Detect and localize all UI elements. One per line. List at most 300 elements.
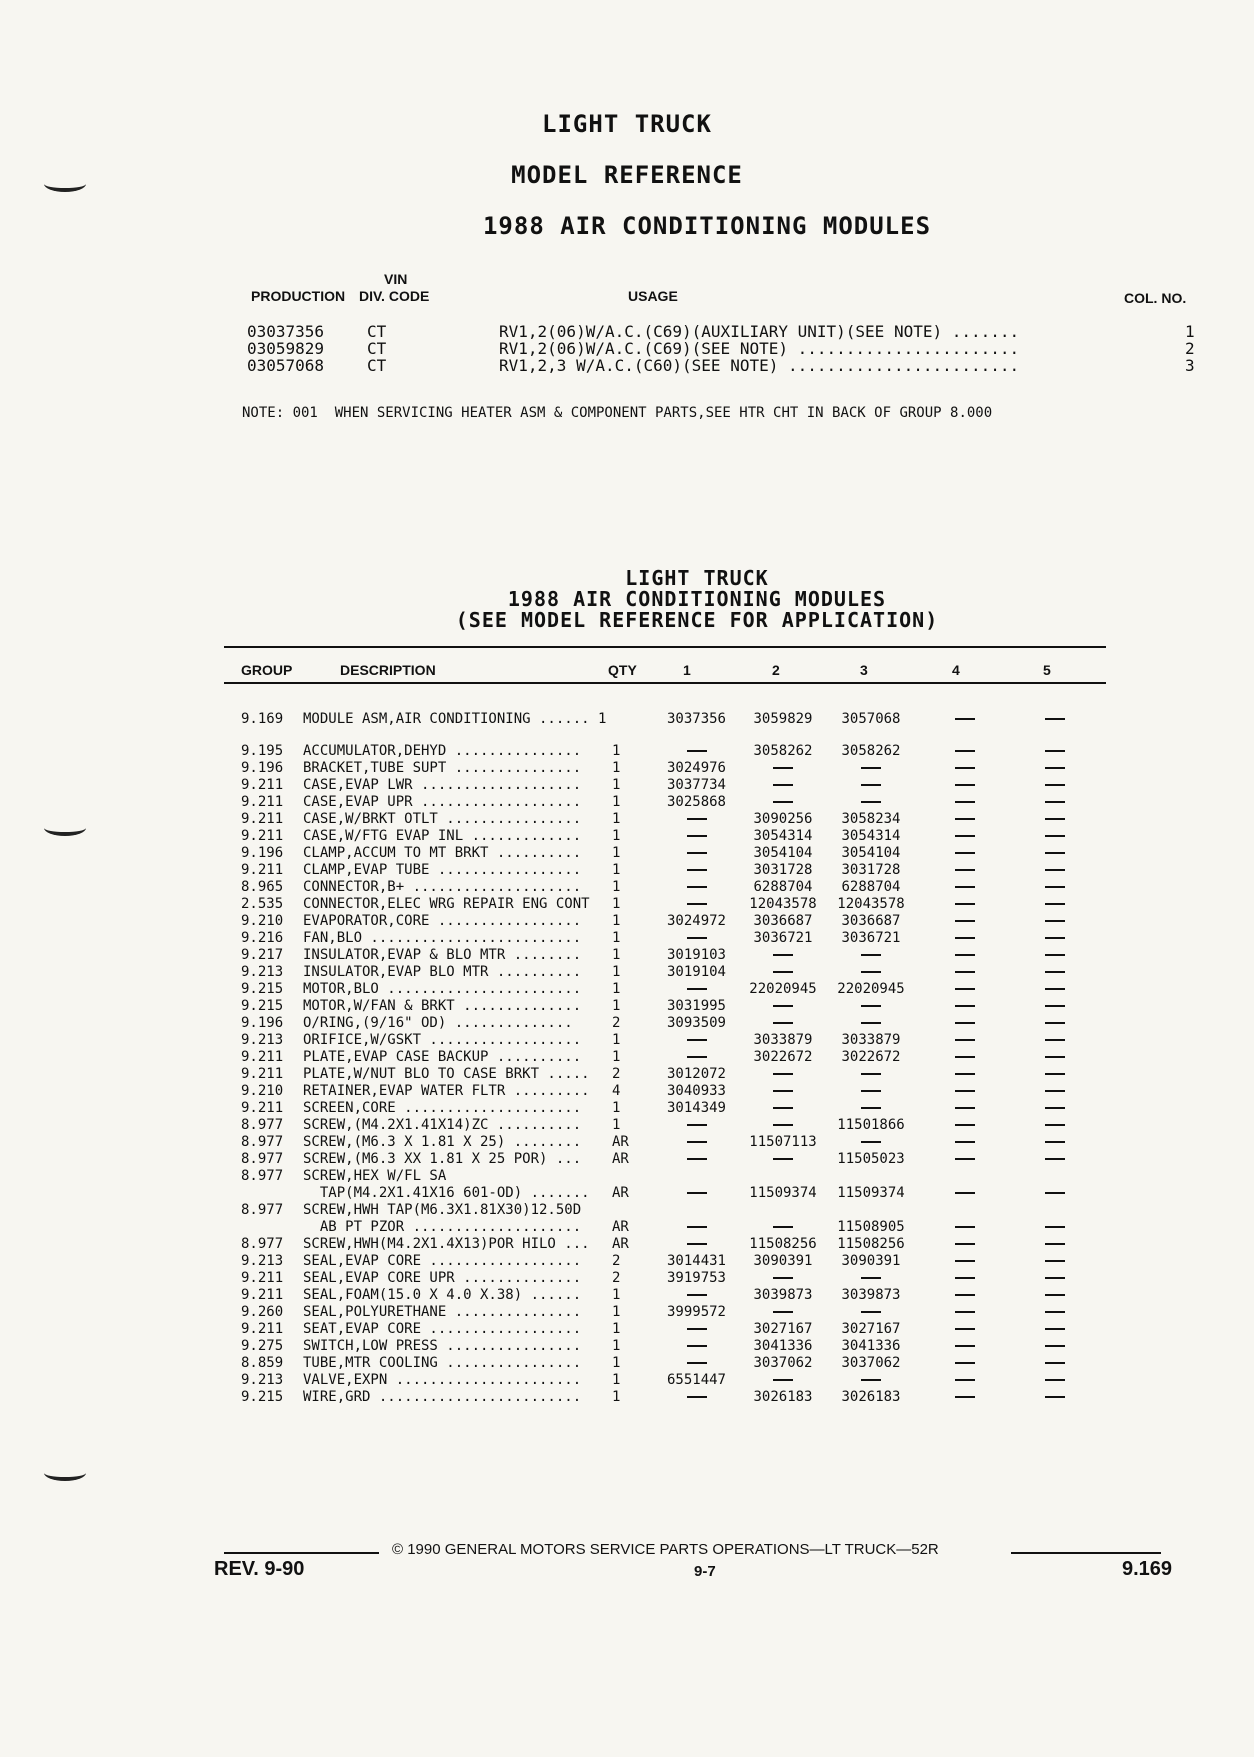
not-applicable-dash [687, 886, 707, 888]
footer-rule-right [1011, 1552, 1161, 1554]
col5-cell [1030, 947, 1080, 964]
table-row [0, 1049, 1254, 1066]
col3-cell [832, 998, 910, 1015]
col3-cell: 3022672 [841, 1049, 901, 1065]
col3-cell [832, 760, 910, 777]
col1-cell: 3093509 [666, 1015, 726, 1031]
usage-text: RV1,2,3 W/A.C.(C60)(SEE NOTE) ........................ [499, 356, 1020, 375]
col1-cell: 3031995 [666, 998, 726, 1014]
col1-cell: 3019104 [666, 964, 726, 980]
not-applicable-dash [955, 801, 975, 803]
not-applicable-dash [955, 818, 975, 820]
not-applicable-dash [1045, 1226, 1065, 1228]
qty-cell: AR [612, 1151, 629, 1167]
col2-cell [744, 1083, 822, 1100]
col5-cell [1030, 1083, 1080, 1100]
table-row [0, 1355, 1254, 1372]
description-cell: SEAL,FOAM(15.0 X 4.0 X.38) ...... [303, 1287, 582, 1303]
col3-cell: 12043578 [837, 896, 905, 912]
div-code: CT [367, 322, 387, 341]
table-row [0, 964, 1254, 981]
col3-cell: 22020945 [837, 981, 905, 997]
col3-cell [832, 1100, 910, 1117]
not-applicable-dash [1045, 1379, 1065, 1381]
group-cell: 9.169 [241, 711, 284, 727]
group-cell: 9.211 [241, 777, 284, 793]
col3-cell [832, 1066, 910, 1083]
col2-cell: 11507113 [749, 1134, 817, 1150]
not-applicable-dash [1045, 1260, 1065, 1262]
group-cell: 2.535 [241, 896, 284, 912]
col1-cell [660, 828, 733, 845]
col1-cell [660, 1287, 733, 1304]
col2-cell: 3022672 [753, 1049, 813, 1065]
table-row [0, 1338, 1254, 1355]
col2-cell [744, 760, 822, 777]
not-applicable-dash [955, 937, 975, 939]
not-applicable-dash [1045, 869, 1065, 871]
not-applicable-dash [687, 988, 707, 990]
col1-cell: 3037734 [666, 777, 726, 793]
col4-cell [940, 794, 990, 811]
col2-cell: 3036687 [753, 913, 813, 929]
table-row [0, 1372, 1254, 1389]
not-applicable-dash [687, 1141, 707, 1143]
not-applicable-dash [955, 1243, 975, 1245]
col2-cell: 3039873 [753, 1287, 813, 1303]
col1-cell [660, 811, 733, 828]
col5-cell [1030, 1185, 1080, 1202]
not-applicable-dash [1045, 1090, 1065, 1092]
col5-cell [1030, 896, 1080, 913]
description-cell: CASE,EVAP UPR ................... [303, 794, 582, 810]
group-cell: 9.217 [241, 947, 284, 963]
table-row [0, 1236, 1254, 1253]
col2-cell: 3059829 [753, 711, 813, 727]
not-applicable-dash [687, 1039, 707, 1041]
not-applicable-dash [955, 1056, 975, 1058]
table-row [0, 760, 1254, 777]
not-applicable-dash [1045, 784, 1065, 786]
qty-cell: 1 [612, 981, 621, 997]
col5-cell [1030, 930, 1080, 947]
table-row [0, 777, 1254, 794]
description-cell: SWITCH,LOW PRESS ................ [303, 1338, 582, 1354]
group-cell: 9.211 [241, 1066, 284, 1082]
col4-cell [940, 711, 990, 728]
production-number: 03059829 [247, 339, 325, 358]
col1-cell: 3037356 [666, 711, 726, 727]
table-row [0, 862, 1254, 879]
model-ref-row [0, 339, 1254, 356]
col5-cell [1030, 711, 1080, 728]
col2-cell [744, 1015, 822, 1032]
table-row [0, 1389, 1254, 1406]
col1-cell: 3014431 [666, 1253, 726, 1269]
col2-cell [744, 1270, 822, 1287]
col1-cell [660, 930, 733, 947]
col5-cell [1030, 964, 1080, 981]
col1-cell [660, 1151, 733, 1168]
col3-cell [832, 964, 910, 981]
col1-cell: 3919753 [666, 1270, 726, 1286]
qty-cell: AR [612, 1185, 629, 1201]
not-applicable-dash [955, 1005, 975, 1007]
qty-cell: 2 [612, 1015, 621, 1031]
col3-cell [832, 1372, 910, 1389]
not-applicable-dash [955, 718, 975, 720]
col5-cell [1030, 879, 1080, 896]
qty-cell: 1 [612, 1032, 621, 1048]
not-applicable-dash [1045, 1158, 1065, 1160]
qty-cell: 1 [612, 1321, 621, 1337]
col5-cell [1030, 1355, 1080, 1372]
description-cell: CONNECTOR,B+ .................... [303, 879, 582, 895]
not-applicable-dash [955, 971, 975, 973]
not-applicable-dash [861, 1277, 881, 1279]
qty-cell: 1 [612, 913, 621, 929]
group-cell: 9.196 [241, 845, 284, 861]
table-row [0, 1117, 1254, 1134]
not-applicable-dash [955, 1362, 975, 1364]
col4-cell [940, 1321, 990, 1338]
description-header: DESCRIPTION [340, 662, 436, 678]
col1-cell [660, 743, 733, 760]
not-applicable-dash [1045, 988, 1065, 990]
model-ref-row [0, 322, 1254, 339]
col4-cell [940, 1219, 990, 1236]
not-applicable-dash [773, 1005, 793, 1007]
col2-cell: 6288704 [753, 879, 813, 895]
table-row [0, 711, 1254, 728]
not-applicable-dash [955, 1141, 975, 1143]
not-applicable-dash [861, 1107, 881, 1109]
col3-cell: 3036721 [841, 930, 901, 946]
not-applicable-dash [687, 1396, 707, 1398]
footer-rule-left [224, 1552, 379, 1554]
qty-cell: 1 [612, 930, 621, 946]
col3-cell: 3033879 [841, 1032, 901, 1048]
group-cell: 9.195 [241, 743, 284, 759]
col1-cell: 3024972 [666, 913, 726, 929]
col3-cell: 6288704 [841, 879, 901, 895]
not-applicable-dash [1045, 718, 1065, 720]
col2-cell [744, 1219, 822, 1236]
col2-cell: 3090256 [753, 811, 813, 827]
not-applicable-dash [955, 1328, 975, 1330]
col5-cell [1030, 845, 1080, 862]
description-cell: FAN,BLO ......................... [303, 930, 582, 946]
not-applicable-dash [955, 1345, 975, 1347]
group-cell: 9.213 [241, 1032, 284, 1048]
group-cell: 9.215 [241, 998, 284, 1014]
col1-cell: 3024976 [666, 760, 726, 776]
description-cell: SCREW,HWH TAP(M6.3X1.81X30)12.50D [303, 1202, 582, 1218]
qty-cell: 1 [612, 828, 621, 844]
table-row [0, 930, 1254, 947]
not-applicable-dash [687, 1158, 707, 1160]
col3-header: 3 [860, 662, 868, 678]
not-applicable-dash [687, 1243, 707, 1245]
col3-cell [832, 1134, 910, 1151]
group-cell: 9.215 [241, 1389, 284, 1405]
col5-cell [1030, 828, 1080, 845]
description-cell: TAP(M4.2X1.41X16 601-OD) ....... [303, 1185, 590, 1201]
description-cell: INSULATOR,EVAP & BLO MTR ........ [303, 947, 582, 963]
not-applicable-dash [687, 1056, 707, 1058]
col5-cell [1030, 1219, 1080, 1236]
col2-cell [744, 1117, 822, 1134]
not-applicable-dash [861, 1311, 881, 1313]
col5-cell [1030, 1321, 1080, 1338]
col5-cell [1030, 981, 1080, 998]
col4-cell [940, 1083, 990, 1100]
col4-cell [940, 1185, 990, 1202]
qty-cell: 1 [612, 947, 621, 963]
not-applicable-dash [687, 937, 707, 939]
group-cell: 9.211 [241, 811, 284, 827]
not-applicable-dash [687, 852, 707, 854]
not-applicable-dash [1045, 1124, 1065, 1126]
table-row [0, 845, 1254, 862]
table-row [0, 1270, 1254, 1287]
qty-cell: 4 [612, 1083, 621, 1099]
not-applicable-dash [955, 767, 975, 769]
not-applicable-dash [955, 869, 975, 871]
col1-cell [660, 981, 733, 998]
group-cell: 9.211 [241, 794, 284, 810]
not-applicable-dash [955, 1226, 975, 1228]
col2-cell: 12043578 [749, 896, 817, 912]
qty-cell: 1 [612, 1117, 621, 1133]
qty-cell: 1 [612, 1287, 621, 1303]
not-applicable-dash [1045, 1073, 1065, 1075]
col4-cell [940, 1287, 990, 1304]
production-header: PRODUCTION [251, 288, 346, 304]
table-row [0, 1032, 1254, 1049]
not-applicable-dash [861, 1073, 881, 1075]
table-row [0, 1168, 1254, 1185]
col4-cell [940, 777, 990, 794]
revision-label: REV. 9-90 [214, 1558, 305, 1580]
page-number: 9-7 [694, 1563, 716, 1580]
group-cell: 8.977 [241, 1134, 284, 1150]
col1-cell [660, 879, 733, 896]
col3-cell [832, 794, 910, 811]
description-cell: O/RING,(9/16" OD) .............. [303, 1015, 573, 1031]
description-cell: SEAL,EVAP CORE .................. [303, 1253, 582, 1269]
col4-cell [940, 1236, 990, 1253]
group-header: GROUP [241, 662, 293, 678]
table-row [0, 1015, 1254, 1032]
col3-cell: 3054314 [841, 828, 901, 844]
col3-cell: 11508256 [837, 1236, 905, 1252]
description-cell: TUBE,MTR COOLING ................ [303, 1355, 582, 1371]
not-applicable-dash [687, 1362, 707, 1364]
col1-cell [660, 1389, 733, 1406]
col1-cell [660, 862, 733, 879]
group-cell: 8.977 [241, 1117, 284, 1133]
qty-cell: 1 [612, 1372, 621, 1388]
col2-cell: 3037062 [753, 1355, 813, 1371]
not-applicable-dash [687, 869, 707, 871]
not-applicable-dash [861, 767, 881, 769]
table-row [0, 1304, 1254, 1321]
description-cell: MOTOR,W/FAN & BRKT .............. [303, 998, 582, 1014]
not-applicable-dash [773, 1379, 793, 1381]
not-applicable-dash [861, 784, 881, 786]
not-applicable-dash [1045, 801, 1065, 803]
col3-cell [832, 1304, 910, 1321]
usage-text: RV1,2(06)W/A.C.(C69)(SEE NOTE) ....................... [499, 339, 1020, 358]
col5-header: 5 [1043, 662, 1051, 678]
not-applicable-dash [1045, 835, 1065, 837]
not-applicable-dash [773, 1158, 793, 1160]
not-applicable-dash [955, 1090, 975, 1092]
not-applicable-dash [955, 1039, 975, 1041]
not-applicable-dash [687, 1345, 707, 1347]
col1-cell [660, 1134, 733, 1151]
not-applicable-dash [955, 954, 975, 956]
description-cell: PLATE,EVAP CASE BACKUP .......... [303, 1049, 582, 1065]
group-cell: 9.275 [241, 1338, 284, 1354]
qty-cell: 1 [612, 1304, 621, 1320]
col2-cell: 3058262 [753, 743, 813, 759]
group-cell: 9.213 [241, 1253, 284, 1269]
table-row [0, 998, 1254, 1015]
col1-cell [660, 1185, 733, 1202]
div-code-header: DIV. CODE [359, 288, 430, 304]
not-applicable-dash [1045, 1056, 1065, 1058]
description-cell: SCREW,HWH(M4.2X1.4X13)POR HILO ... [303, 1236, 590, 1252]
not-applicable-dash [861, 954, 881, 956]
col5-cell [1030, 1270, 1080, 1287]
not-applicable-dash [955, 1022, 975, 1024]
qty-cell: 1 [612, 1389, 621, 1405]
col5-cell [1030, 743, 1080, 760]
col3-cell: 3058234 [841, 811, 901, 827]
col5-cell [1030, 1236, 1080, 1253]
table-row [0, 1134, 1254, 1151]
table-row [0, 879, 1254, 896]
description-cell: MOTOR,BLO ....................... [303, 981, 582, 997]
col4-cell [940, 1049, 990, 1066]
col5-cell [1030, 1015, 1080, 1032]
description-cell: WIRE,GRD ........................ [303, 1389, 582, 1405]
col2-cell [744, 964, 822, 981]
service-note: NOTE: 001 WHEN SERVICING HEATER ASM & COMPONENT PARTS,SEE HTR CHT IN BACK OF GROUP 8.000 [242, 405, 993, 421]
col1-cell: 3019103 [666, 947, 726, 963]
qty-cell: 1 [612, 794, 621, 810]
col-no-header: COL. NO. [1124, 290, 1187, 306]
description-cell: SCREW,(M6.3 XX 1.81 X 25 POR) ... [303, 1151, 582, 1167]
group-cell: 9.213 [241, 964, 284, 980]
table-row [0, 1185, 1254, 1202]
col4-cell [940, 1253, 990, 1270]
not-applicable-dash [955, 903, 975, 905]
col4-cell [940, 1117, 990, 1134]
group-cell: 8.977 [241, 1236, 284, 1252]
table-row [0, 981, 1254, 998]
table-row [0, 828, 1254, 845]
not-applicable-dash [1045, 818, 1065, 820]
not-applicable-dash [773, 767, 793, 769]
table-row [0, 1321, 1254, 1338]
col2-cell: 3027167 [753, 1321, 813, 1337]
description-cell: PLATE,W/NUT BLO TO CASE BRKT ..... [303, 1066, 590, 1082]
not-applicable-dash [955, 886, 975, 888]
copyright-line: © 1990 GENERAL MOTORS SERVICE PARTS OPERATIONS—LT TRUCK—52R [392, 1541, 939, 1558]
col1-cell: 3999572 [666, 1304, 726, 1320]
qty-cell: AR [612, 1219, 629, 1235]
not-applicable-dash [955, 988, 975, 990]
div-code: CT [367, 339, 387, 358]
col2-cell: 3054104 [753, 845, 813, 861]
not-applicable-dash [861, 1022, 881, 1024]
description-cell: SCREW,(M4.2X1.41X14)ZC .......... [303, 1117, 582, 1133]
col3-cell: 3058262 [841, 743, 901, 759]
table-row [0, 1287, 1254, 1304]
model-ref-row [0, 356, 1254, 373]
col2-cell: 3090391 [753, 1253, 813, 1269]
not-applicable-dash [773, 954, 793, 956]
not-applicable-dash [1045, 1039, 1065, 1041]
col2-cell: 3054314 [753, 828, 813, 844]
not-applicable-dash [1045, 954, 1065, 956]
col2-cell: 3036721 [753, 930, 813, 946]
not-applicable-dash [861, 971, 881, 973]
description-cell: VALVE,EXPN ...................... [303, 1372, 582, 1388]
col4-header: 4 [952, 662, 960, 678]
qty-cell: 1 [612, 1049, 621, 1065]
col3-cell: 3036687 [841, 913, 901, 929]
not-applicable-dash [955, 1192, 975, 1194]
qty-cell: 2 [612, 1066, 621, 1082]
qty-cell: 1 [612, 743, 621, 759]
table-row [0, 1202, 1254, 1219]
col3-cell: 3057068 [841, 711, 901, 727]
col2-cell [744, 1100, 822, 1117]
not-applicable-dash [1045, 767, 1065, 769]
not-applicable-dash [687, 750, 707, 752]
col4-cell [940, 947, 990, 964]
not-applicable-dash [1045, 886, 1065, 888]
not-applicable-dash [1045, 1311, 1065, 1313]
col4-cell [940, 811, 990, 828]
col4-cell [940, 981, 990, 998]
description-cell: ORIFICE,W/GSKT .................. [303, 1032, 582, 1048]
not-applicable-dash [773, 1022, 793, 1024]
description-cell: SEAT,EVAP CORE .................. [303, 1321, 582, 1337]
col5-cell [1030, 1253, 1080, 1270]
col4-cell [940, 1151, 990, 1168]
col1-cell: 6551447 [666, 1372, 726, 1388]
col2-cell [744, 998, 822, 1015]
not-applicable-dash [955, 1073, 975, 1075]
col4-cell [940, 913, 990, 930]
usage-text: RV1,2(06)W/A.C.(C69)(AUXILIARY UNIT)(SEE NOTE) ....... [499, 322, 1020, 341]
col1-cell: 3014349 [666, 1100, 726, 1116]
col-number: 1 [1185, 322, 1195, 341]
table-row [0, 811, 1254, 828]
description-cell: SEAL,EVAP CORE UPR .............. [303, 1270, 582, 1286]
not-applicable-dash [1045, 750, 1065, 752]
col2-cell [744, 1304, 822, 1321]
col1-cell [660, 1219, 733, 1236]
binder-hole-mark [44, 1465, 86, 1481]
col4-cell [940, 845, 990, 862]
vin-header: VIN [384, 271, 408, 287]
